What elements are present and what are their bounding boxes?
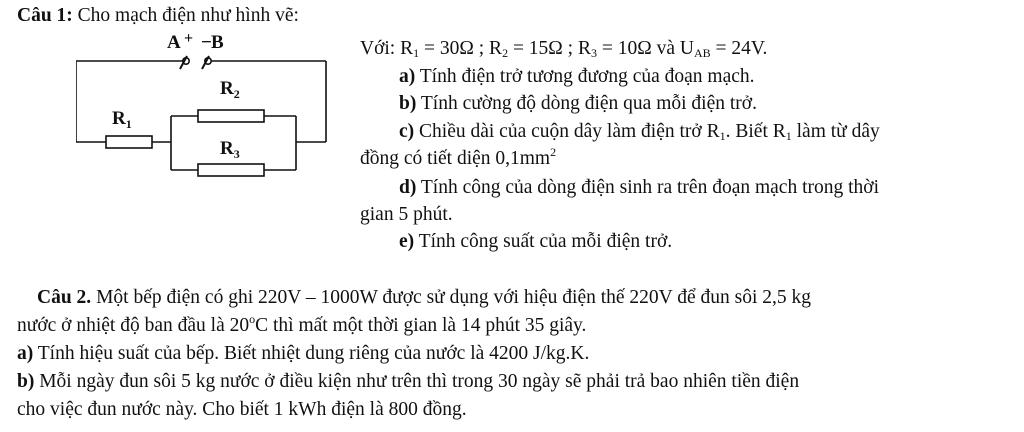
q1-part-c-cont: đồng có tiết diện $0,1mm^2$ [360, 145, 557, 169]
resistor-r3 [198, 164, 264, 176]
q1-intro: Cho mạch điện như hình vẽ: [77, 5, 299, 26]
circuit-diagram [76, 28, 336, 198]
terminal-plus-sign: + [184, 30, 194, 47]
q1-given: Với: $R_1 = 30\Omega$ ; $R_2 = 15\Omega$ ; $R_3 = 10\Omega$ và $U_{AB} = 24V$. [360, 38, 768, 60]
q2-line2: nước ở nhiệt độ ban đầu là 20$^o$C thì mất một thời gian là 14 phút 35 giây. [17, 312, 587, 336]
q1-part-b: b) Tính cường độ dòng điện qua mỗi điện trở. [399, 93, 757, 114]
q1-part-e: e) Tính công suất của mỗi điện trở. [399, 231, 673, 252]
q1-heading-line [17, 4, 299, 28]
terminal-b-label: B [211, 32, 224, 53]
q2-line1: Câu 2. Một bếp điện có ghi 220V – 1000W được sử dụng với hiệu điện thế 220V để đun sôi 2,5 kg [37, 287, 812, 308]
terminal-minus-sign: − [201, 32, 212, 53]
q2-part-a: a) Tính hiệu suất của bếp. Biết nhiệt dung riêng của nước là 4200 J/kg.K. [17, 343, 590, 364]
q1-part-d: d) Tính công của dòng điện sinh ra trên đoạn mạch trong thời [399, 177, 880, 198]
q1-heading: Câu 1: [17, 5, 73, 26]
r1-label: $R_1$ [112, 108, 132, 131]
q2-heading: Câu 2. [37, 287, 92, 308]
q2-part-b: b) Mỗi ngày đun sôi 5 kg nước ở điều kiện như trên thì trong 30 ngày sẽ phải trả bao nhiên tiền điện [17, 371, 800, 392]
q1-part-a: a) Tính điện trở tương đương của đoạn mạch. [399, 66, 755, 87]
terminal-a-label: A [167, 32, 181, 53]
r2-label: $R_2$ [220, 78, 240, 101]
q1-part-c: c) Chiều dài của cuộn dây làm điện trở $R_1$. Biết $R_1$ làm từ dây [399, 121, 880, 143]
r3-label: $R_3$ [220, 138, 240, 161]
resistor-r2 [198, 110, 264, 122]
q1-part-d-cont: gian 5 phút. [360, 204, 453, 225]
q2-part-b-cont: cho việc đun nước này. Cho biết 1 kWh điện là 800 đồng. [17, 399, 467, 420]
resistor-r1 [106, 136, 152, 148]
